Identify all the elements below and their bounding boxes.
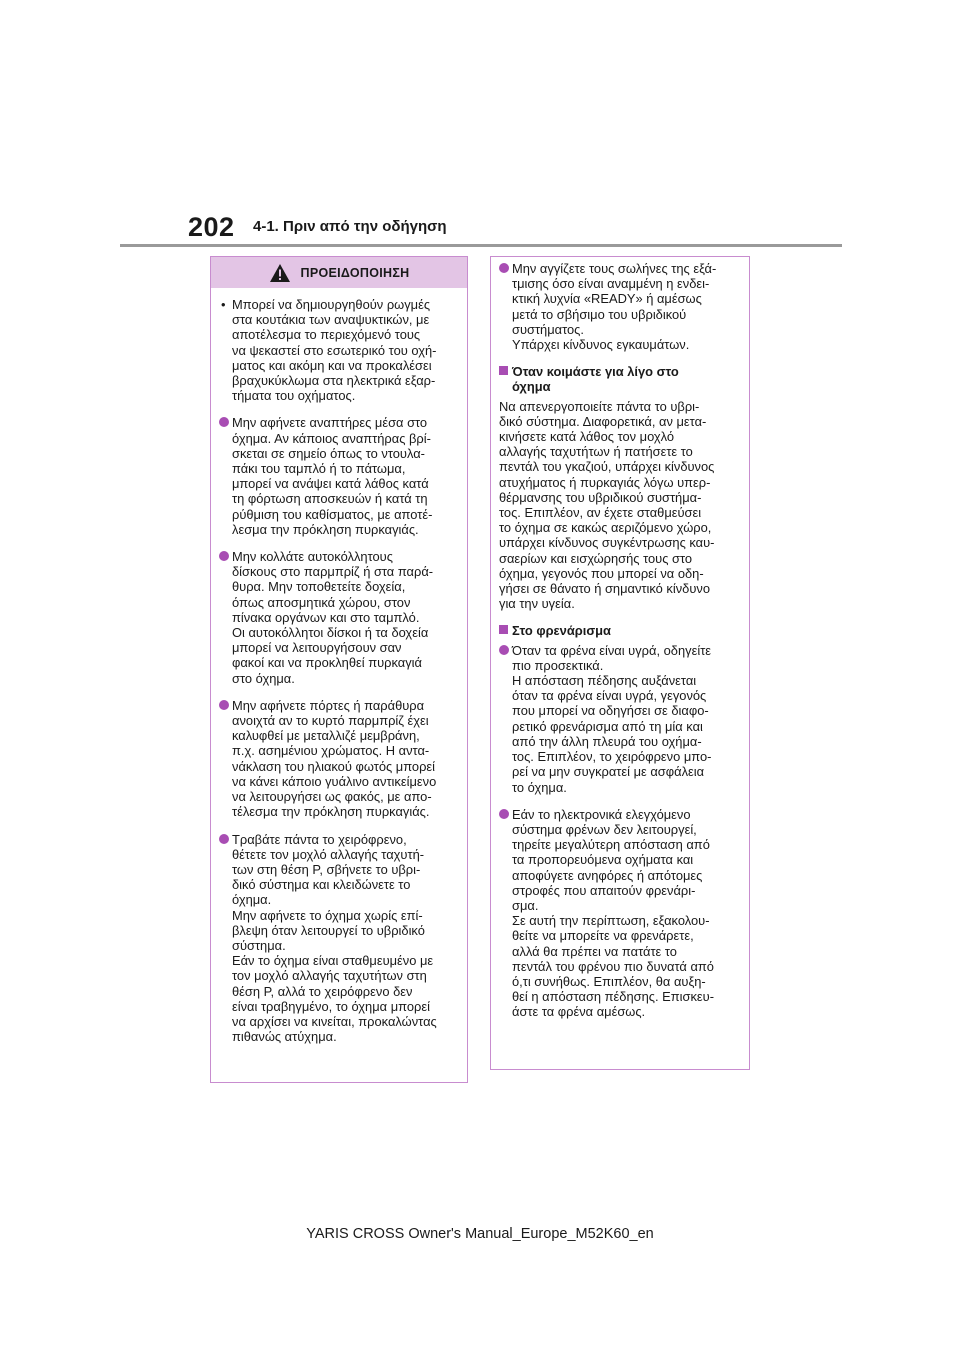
text-line: τον μοχλό αλλαγής ταχυτήτων στη bbox=[232, 968, 427, 984]
text-line: γήσει σε θάνατο ή σημαντικό κίνδυνο bbox=[499, 581, 711, 597]
text-line: βλεψη όταν λειτουργεί το υβριδικό bbox=[232, 922, 425, 938]
text-line: στο όχημα. bbox=[232, 670, 295, 686]
circle-bullet-icon bbox=[499, 263, 509, 273]
text-line: Τραβάτε πάντα το χειρόφρενο, bbox=[232, 831, 407, 847]
subsection-heading bbox=[499, 364, 741, 394]
text-line: να αρχίσει να κινείται, προκαλώντας bbox=[232, 1013, 437, 1029]
text-line: θέτετε τον μοχλό αλλαγής ταχυτή- bbox=[232, 846, 425, 862]
text-line: Όταν κοιμάστε για λίγο στο bbox=[512, 364, 679, 380]
circle-bullet-icon bbox=[219, 417, 229, 427]
text-line: πίνακα οργάνων και στο ταμπλό. bbox=[232, 609, 420, 625]
text-line: πάκι του ταμπλό ή το πάτωμα, bbox=[232, 461, 406, 477]
text-line: ό,τι συνήθως. Επιπλέον, θα αυξη- bbox=[512, 973, 706, 989]
text-line: θεί η απόσταση πέδησης. Επισκευ- bbox=[512, 989, 714, 1005]
text-line: υπάρχει κίνδυνος συγκέντρωσης καυ- bbox=[499, 535, 715, 551]
text-line: να λειτουργήσει ως φακός, με απο- bbox=[232, 789, 432, 805]
text-line: συστήματος. bbox=[512, 321, 584, 337]
text-line: των στη θέση P, σβήνετε το υβρι- bbox=[232, 861, 421, 877]
text-line: τος. Επιπλέον, αν έχετε σταθμεύσει bbox=[499, 505, 702, 521]
bullet-item bbox=[499, 807, 741, 1020]
text-line: θυρα. Μην τοποθετείτε δοχεία, bbox=[232, 579, 406, 595]
text-line: τμισης όσο είναι αναμμένη η ενδει- bbox=[512, 276, 710, 292]
text-line: Υπάρχει κίνδυνος εγκαυμάτων. bbox=[512, 337, 690, 353]
text-line: για την υγεία. bbox=[499, 596, 575, 612]
circle-bullet-icon bbox=[219, 551, 229, 561]
text-line: σαερίων και εισχώρησής τους στο bbox=[499, 550, 693, 566]
warning-content bbox=[211, 288, 467, 1044]
text-line: από την άλλη πλευρά του οχήμα- bbox=[512, 733, 702, 749]
text-line: αποφύγετε ανηφόρες ή απότομες bbox=[512, 867, 703, 883]
text-line: όχημα, γεγονός που μπορεί να οδη- bbox=[499, 565, 704, 581]
text-line: Εάν το όχημα είναι σταθμευμένο με bbox=[232, 953, 434, 969]
header-divider bbox=[120, 244, 842, 247]
warning-title: ΠΡΟΕΙΔΟΠΟΙΗΣΗ bbox=[300, 265, 410, 280]
text-line: πεντάλ του γκαζιού, υπάρχει κίνδυνος bbox=[499, 459, 715, 475]
text-line: θέρμανσης του υβριδικού συστήμα- bbox=[499, 489, 702, 505]
text-line: όχημα. Αν κάποιος αναπτήρας βρί- bbox=[232, 430, 431, 446]
text-line: Μην κολλάτε αυτοκόλλητους bbox=[232, 549, 393, 565]
text-line: ματος και ακόμη και να προκαλέσει bbox=[232, 357, 432, 373]
text-line: μπορεί να ανάψει κατά λάθος κατά bbox=[232, 476, 429, 492]
bullet-item bbox=[219, 297, 459, 403]
footer-manual-title: YARIS CROSS Owner's Manual_Europe_M52K60_en bbox=[306, 1226, 654, 1242]
text-line: δίσκους στο παρμπρίζ ή στα παρά- bbox=[232, 564, 434, 580]
text-line: Σε αυτή την περίπτωση, εξακολου- bbox=[512, 913, 710, 929]
text-line: στα κουτάκια των αναψυκτικών, με bbox=[232, 312, 430, 328]
text-line: τηρείτε μεγαλύτερη απόσταση από bbox=[512, 837, 710, 853]
text-line: αλλαγής ταχυτήτων ή πατήσετε το bbox=[499, 444, 693, 460]
text-line: όχημα bbox=[512, 379, 551, 395]
text-line: τήματα του οχήματος. bbox=[232, 388, 356, 404]
text-line: Μην αγγίζετε τους σωλήνες της εξά- bbox=[512, 261, 717, 276]
text-line: σύστημα φρένων δεν λειτουργεί, bbox=[512, 821, 697, 837]
text-line: τος. Επιπλέον, το χειρόφρενο μπο- bbox=[512, 749, 712, 765]
text-line: Εάν το ηλεκτρονικά ελεγχόμενο bbox=[512, 806, 691, 822]
text-line: Μην αφήνετε το όχημα χωρίς επί- bbox=[232, 907, 423, 923]
text-line: το όχημα. bbox=[512, 779, 567, 795]
bullet-item bbox=[499, 261, 741, 352]
text-line: αποτέλεσμα το περιεχόμενό τους bbox=[232, 327, 421, 343]
text-line: σκεται σε σημείο όπως το ντουλα- bbox=[232, 445, 425, 461]
text-line: Να απενεργοποιείτε πάντα το υβρι- bbox=[499, 398, 700, 414]
text-line: να ψεκαστεί στο εσωτερικό του οχή- bbox=[232, 342, 437, 358]
text-line: Μπορεί να δημιουργηθούν ρωγμές bbox=[232, 297, 431, 312]
text-line: κινήσετε κατά λάθος τον μοχλό bbox=[499, 429, 675, 445]
text-line: θέση P, αλλά το χειρόφρενο δεν bbox=[232, 983, 413, 999]
text-line: π.χ. ασημένιου χρώματος. Η αντα- bbox=[232, 743, 430, 759]
text-line: Στο φρενάρισμα bbox=[512, 623, 611, 639]
text-line: να κάνει κάποιο γυάλινο αντικείμενο bbox=[232, 773, 437, 789]
text-line: άστε τα φρένα αμέσως. bbox=[512, 1004, 646, 1020]
circle-bullet-icon bbox=[219, 700, 229, 710]
text-line: Οι αυτοκόλλητοι δίσκοι ή τα δοχεία bbox=[232, 625, 429, 641]
text-line: βραχυκύκλωμα στα ηλεκτρικά εξαρ- bbox=[232, 373, 436, 389]
text-line: τέλεσμα την πρόκληση πυρκαγιάς. bbox=[232, 804, 430, 820]
square-bullet-icon bbox=[499, 366, 508, 375]
text-line: νάκλαση του ηλιακού φωτός μπορεί bbox=[232, 758, 436, 774]
text-line: Η απόσταση πέδησης αυξάνεται bbox=[512, 673, 697, 689]
bullet-item bbox=[499, 643, 741, 795]
text-line: το όχημα σε κακώς αεριζόμενο χώρο, bbox=[499, 520, 712, 536]
text-line: σμα. bbox=[512, 897, 539, 913]
bullet-item bbox=[219, 549, 459, 686]
text-line: σύστημα. bbox=[232, 937, 286, 953]
warning-box-continued bbox=[490, 256, 750, 1070]
circle-bullet-icon bbox=[499, 645, 509, 655]
text-line: καλυφθεί με μεταλλιζέ μεμβράνη, bbox=[232, 728, 420, 744]
text-line: λεσμα την πρόκληση πυρκαγιάς. bbox=[232, 521, 419, 537]
page-number: 202 bbox=[188, 212, 235, 242]
warning-box bbox=[210, 256, 468, 1083]
bullet-icon: • bbox=[221, 297, 226, 312]
square-bullet-icon bbox=[499, 625, 508, 634]
text-line: είναι τραβηγμένο, το όχημα μπορεί bbox=[232, 998, 430, 1014]
bullet-item bbox=[219, 832, 459, 1045]
text-line: ανοιχτά αν το κυρτό παρμπρίζ έχει bbox=[232, 713, 429, 729]
warning-triangle-icon bbox=[269, 263, 291, 283]
paragraph bbox=[499, 399, 741, 612]
text-line: όχημα. bbox=[232, 892, 272, 908]
section-title: 4-1. Πριν από την οδήγηση bbox=[253, 218, 447, 235]
text-line: ρετικό φρενάρισμα από τη μία και bbox=[512, 718, 703, 734]
text-line: πιθανώς ατύχημα. bbox=[232, 1029, 337, 1045]
text-line: δικό σύστημα. Διαφορετικά, αν μετα- bbox=[499, 413, 707, 429]
warning-content-continued bbox=[491, 257, 749, 1020]
text-line: μπορεί να λειτουργήσουν σαν bbox=[232, 640, 402, 656]
text-line: Όταν τα φρένα είναι υγρά, οδηγείτε bbox=[512, 642, 712, 658]
text-line: ατυχήματος ή πυρκαγιάς λόγω υπερ- bbox=[499, 474, 711, 490]
text-line: Μην αφήνετε πόρτες ή παράθυρα bbox=[232, 697, 425, 713]
circle-bullet-icon bbox=[499, 809, 509, 819]
circle-bullet-icon bbox=[219, 834, 229, 844]
text-line: ρεί να μην συγκρατεί με ασφάλεια bbox=[512, 764, 705, 780]
text-line: Μην αφήνετε αναπτήρες μέσα στο bbox=[232, 415, 428, 431]
text-line: κτική λυχνία «READY» ή αμέσως bbox=[512, 291, 702, 307]
text-line: όταν τα φρένα είναι υγρά, γεγονός bbox=[512, 688, 707, 704]
text-line: πεντάλ του φρένου πιο δυνατά από bbox=[512, 958, 714, 974]
text-line: αλλά θα πρέπει να πατάτε το bbox=[512, 943, 677, 959]
subsection-heading bbox=[499, 623, 741, 638]
bullet-item bbox=[219, 698, 459, 820]
text-line: πιο προσεκτικά. bbox=[512, 657, 604, 673]
text-line: που μπορεί να οδηγήσει σε διαφο- bbox=[512, 703, 709, 719]
text-line: στροφές που απαιτούν φρενάρι- bbox=[512, 882, 696, 898]
text-line: όπως αποσμητικά χώρου, στον bbox=[232, 594, 411, 610]
bullet-item bbox=[219, 415, 459, 537]
text-line: δικό σύστημα και κλειδώνετε το bbox=[232, 877, 411, 893]
text-line: ρύθμιση του καθίσματος, με αποτέ- bbox=[232, 506, 433, 522]
text-line: μετά το σβήσιμο του υβριδικού bbox=[512, 306, 687, 322]
text-line: τη φόρτωση αποσκευών ή κατά τη bbox=[232, 491, 428, 507]
text-line: τα προπορευόμενα οχήματα και bbox=[512, 852, 694, 868]
warning-header bbox=[211, 257, 467, 288]
text-line: φακοί και να προκληθεί πυρκαγιά bbox=[232, 655, 422, 671]
text-line: θείτε να μπορείτε να φρενάρετε, bbox=[512, 928, 694, 944]
